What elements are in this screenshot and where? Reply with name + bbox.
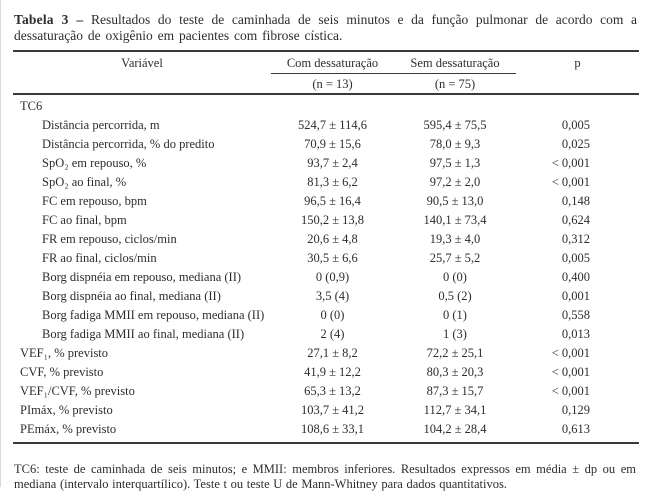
table-title-label: Tabela 3 – xyxy=(14,12,84,27)
value-sem-dessaturacao: 78,0 ± 9,3 xyxy=(429,137,481,151)
value-sem-dessaturacao: 595,4 ± 75,5 xyxy=(423,118,487,132)
value-com-dessaturacao: 524,7 ± 114,6 xyxy=(298,118,367,132)
row-label: CVF, % previsto xyxy=(20,365,104,379)
value-sem-dessaturacao: 19,3 ± 4,0 xyxy=(429,232,481,246)
table-body xyxy=(13,95,639,442)
sample-size-sem-dessaturacao: (n = 75) xyxy=(434,77,476,91)
table-row xyxy=(13,325,639,344)
table-row xyxy=(13,154,639,173)
value-p: 0,005 xyxy=(561,118,590,132)
table-row xyxy=(13,363,639,382)
row-label: Borg dispnéia em repouso, mediana (II) xyxy=(42,270,242,284)
row-label: Borg fadiga MMII em repouso, mediana (II) xyxy=(42,308,265,322)
value-com-dessaturacao: 103,7 ± 41,2 xyxy=(300,403,365,417)
results-table xyxy=(13,52,639,444)
value-sem-dessaturacao: 0 (1) xyxy=(443,308,467,322)
table-title xyxy=(14,12,637,44)
value-com-dessaturacao: 27,1 ± 8,2 xyxy=(307,346,358,360)
column-header-com-dessaturacao: Com dessaturação xyxy=(286,56,379,70)
value-com-dessaturacao: 108,6 ± 33,1 xyxy=(300,422,365,436)
row-label: VEF₁, % previsto xyxy=(20,346,109,360)
column-header-sem-dessaturacao: Sem dessaturação xyxy=(410,56,500,70)
value-p: 0,613 xyxy=(561,422,590,436)
row-label: Distância percorrida, % do predito xyxy=(42,137,215,151)
table-row xyxy=(13,401,639,420)
table-row xyxy=(13,230,639,249)
table-header-row-groups xyxy=(13,52,639,74)
value-p: 0,001 xyxy=(561,289,590,303)
value-com-dessaturacao: 70,9 ± 15,6 xyxy=(304,137,361,151)
value-sem-dessaturacao: 87,3 ± 15,7 xyxy=(426,384,484,398)
value-com-dessaturacao: 0 (0,9) xyxy=(315,270,350,284)
row-label: SpO₂ em repouso, % xyxy=(42,156,147,170)
value-com-dessaturacao: 3,5 (4) xyxy=(315,289,350,303)
value-p: 0,148 xyxy=(561,194,590,208)
value-sem-dessaturacao: 97,5 ± 1,3 xyxy=(429,156,481,170)
value-p: < 0,001 xyxy=(551,175,590,189)
row-label: FR ao final, ciclos/min xyxy=(42,251,157,265)
row-label: SpO₂ ao final, % xyxy=(42,175,127,189)
row-label: FC em repouso, bpm xyxy=(42,194,147,208)
row-label: FC ao final, bpm xyxy=(42,213,127,227)
table-row xyxy=(13,382,639,401)
table-row xyxy=(13,306,639,325)
value-com-dessaturacao: 96,5 ± 16,4 xyxy=(304,194,361,208)
value-com-dessaturacao: 0 (0) xyxy=(320,308,345,322)
value-sem-dessaturacao: 90,5 ± 13,0 xyxy=(426,194,484,208)
value-p: 0,013 xyxy=(561,327,590,341)
table-row xyxy=(13,249,639,268)
value-p: < 0,001 xyxy=(551,156,590,170)
value-com-dessaturacao: 20,6 ± 4,8 xyxy=(307,232,358,246)
value-sem-dessaturacao: 80,3 ± 20,3 xyxy=(426,365,484,379)
value-com-dessaturacao: 65,3 ± 13,2 xyxy=(304,384,361,398)
value-sem-dessaturacao: 112,7 ± 34,1 xyxy=(423,403,487,417)
table-row xyxy=(13,135,639,154)
value-p: 0,005 xyxy=(561,251,590,265)
column-header-variable: Variável xyxy=(121,56,163,70)
value-sem-dessaturacao: 0,5 (2) xyxy=(438,289,472,303)
value-com-dessaturacao: 93,7 ± 2,4 xyxy=(307,156,358,170)
column-header-p-spacer xyxy=(516,83,639,86)
value-com-dessaturacao: 81,3 ± 6,2 xyxy=(307,175,358,189)
value-com-dessaturacao: 30,5 ± 6,6 xyxy=(307,251,358,265)
value-p: < 0,001 xyxy=(551,365,590,379)
column-header-p: p xyxy=(574,56,581,70)
sample-size-com-dessaturacao: (n = 13) xyxy=(312,77,353,91)
row-label: PImáx, % previsto xyxy=(20,403,113,417)
row-label: Borg dispnéia ao final, mediana (II) xyxy=(42,289,221,303)
value-p: 0,558 xyxy=(561,308,590,322)
table-footnote: TC6: teste de caminhada de seis minutos; e MMII: membros inferiores. Resultados expressos em média ± dp ou em mediana (intervalo interquartílico). Teste t ou teste U de Mann-Whitney para dados quantitativos. xyxy=(14,461,636,491)
value-p: 0,400 xyxy=(561,270,590,284)
value-p: 0,312 xyxy=(561,232,590,246)
table-row xyxy=(13,211,639,230)
row-label: TC6 xyxy=(20,99,43,113)
table-row xyxy=(13,420,639,439)
table-header-row-n xyxy=(13,76,639,93)
table-row xyxy=(13,116,639,135)
desaturation-group-headers xyxy=(271,56,516,74)
table-row xyxy=(13,287,639,306)
value-com-dessaturacao: 2 (4) xyxy=(320,327,345,341)
divider-footer xyxy=(13,442,639,444)
table-row xyxy=(13,344,639,363)
value-sem-dessaturacao: 97,2 ± 2,0 xyxy=(429,175,481,189)
row-label: FR em repouso, ciclos/min xyxy=(42,232,177,246)
table-section-row xyxy=(13,97,639,116)
table-title-text: Resultados do teste de caminhada de seis minutos e da função pulmonar de acordo com a dessaturação de oxigênio em pacientes com fibrose cística. xyxy=(14,12,638,43)
value-p: 0,025 xyxy=(561,137,590,151)
value-sem-dessaturacao: 72,2 ± 25,1 xyxy=(426,346,484,360)
value-p: 0,624 xyxy=(561,213,590,227)
table-row xyxy=(13,192,639,211)
value-p: < 0,001 xyxy=(551,384,590,398)
value-sem-dessaturacao: 104,2 ± 28,4 xyxy=(423,422,487,436)
value-p: 0,129 xyxy=(561,403,590,417)
row-label: Borg fadiga MMII ao final, mediana (II) xyxy=(42,327,245,341)
column-header-variable-spacer xyxy=(13,83,271,86)
value-com-dessaturacao: 150,2 ± 13,8 xyxy=(300,213,365,227)
table-row xyxy=(13,173,639,192)
value-sem-dessaturacao: 1 (3) xyxy=(443,327,467,341)
row-label: VEF₁/CVF, % previsto xyxy=(20,384,135,398)
value-sem-dessaturacao: 25,7 ± 5,2 xyxy=(429,251,481,265)
table-header xyxy=(13,52,639,93)
value-com-dessaturacao: 41,9 ± 12,2 xyxy=(304,365,361,379)
value-sem-dessaturacao: 0 (0) xyxy=(443,270,467,284)
row-label: Distância percorrida, m xyxy=(42,118,160,132)
value-sem-dessaturacao: 140,1 ± 73,4 xyxy=(423,213,487,227)
row-label: PEmáx, % previsto xyxy=(20,422,117,436)
value-p: < 0,001 xyxy=(551,346,590,360)
table-row xyxy=(13,268,639,287)
